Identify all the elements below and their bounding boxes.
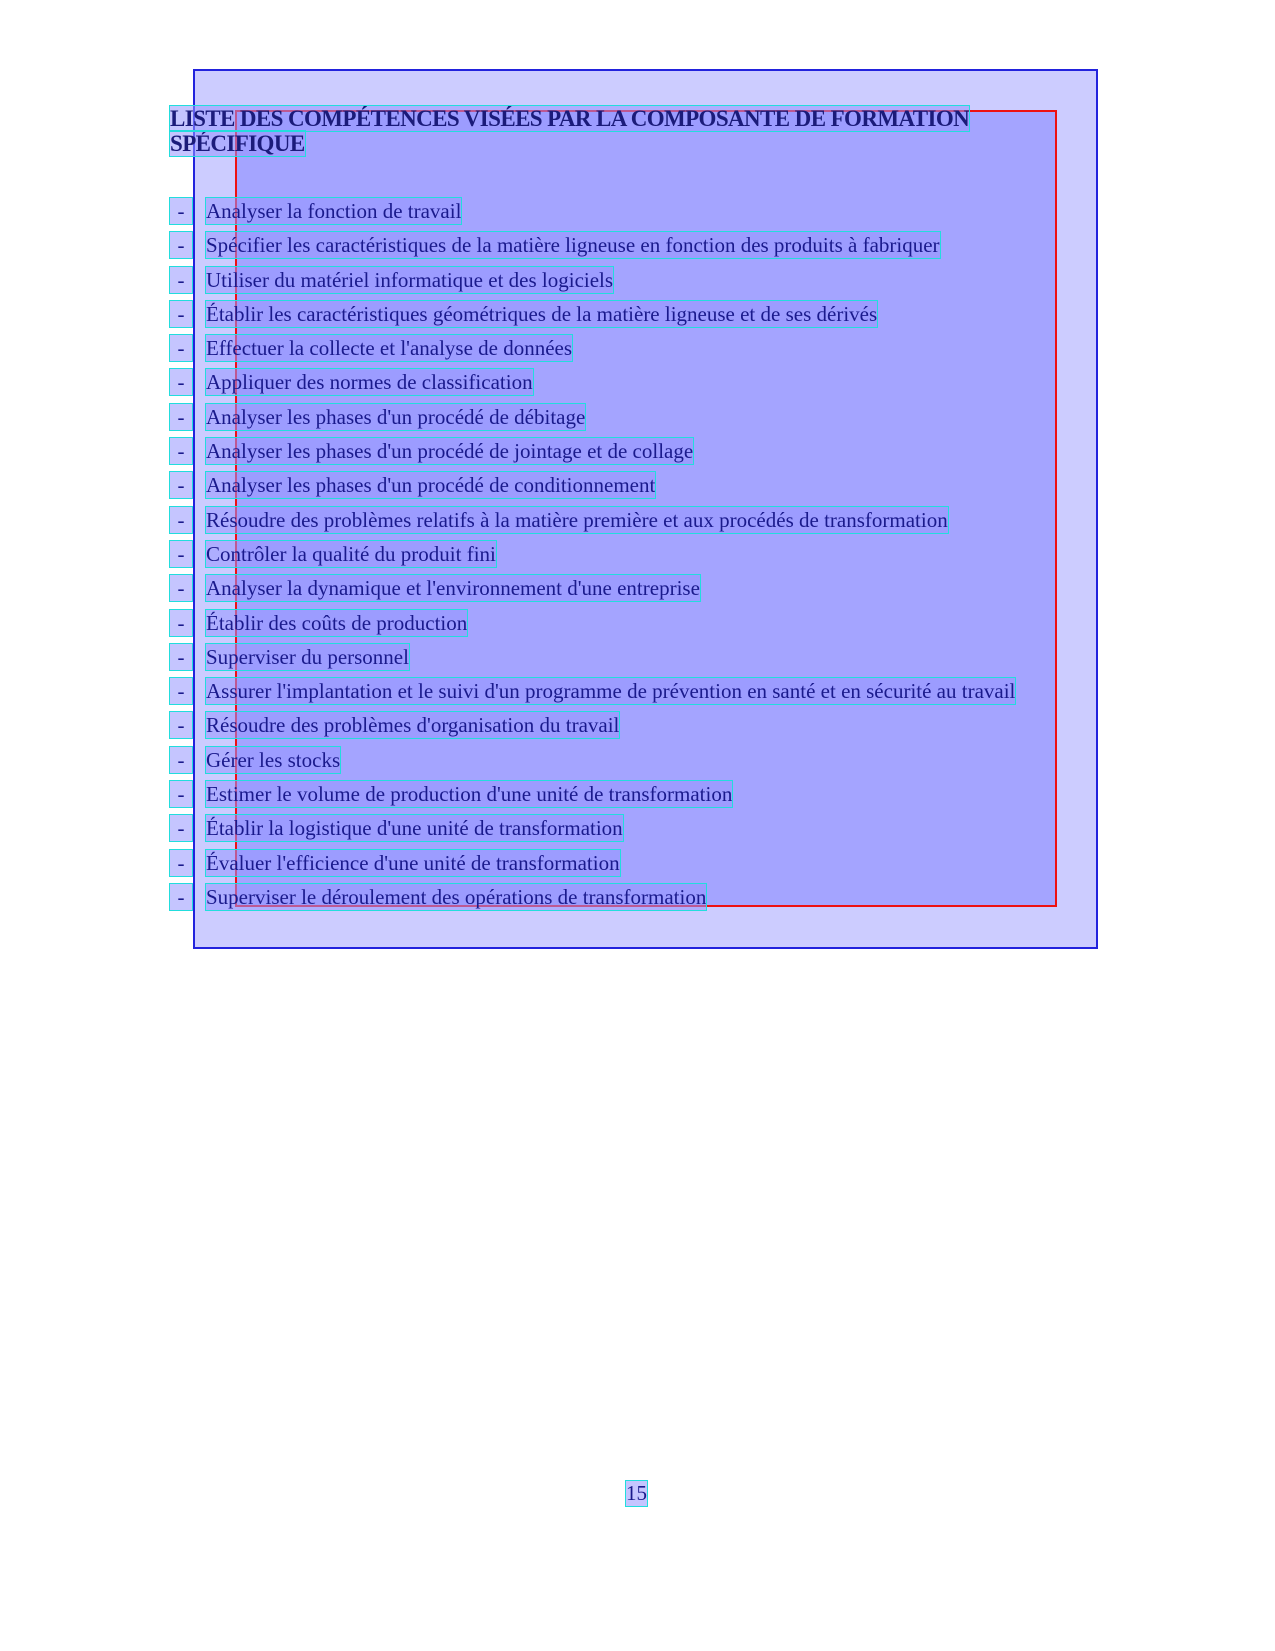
competency-text: Superviser du personnel — [206, 644, 409, 669]
bullet-dash: - — [170, 507, 192, 533]
bullet-dash: - — [170, 712, 192, 738]
competency-text: Analyser les phases d'un procédé de conditionnement — [206, 473, 656, 498]
bullet-dash: - — [170, 815, 192, 841]
bullet-dash: - — [170, 644, 192, 670]
bullet-dash: - — [170, 747, 192, 773]
competency-text: Appliquer des normes de classification — [206, 370, 533, 395]
heading-line-2: SPÉCIFIQUE — [170, 131, 305, 156]
bullet-dash: - — [170, 369, 192, 395]
bullet-dash: - — [170, 850, 192, 876]
competency-text: Superviser le déroulement des opérations de transformation — [206, 884, 707, 909]
competency-text: Spécifier les caractéristiques de la matière ligneuse en fonction des produits à fabriquer — [206, 233, 940, 258]
competency-text: Résoudre des problèmes relatifs à la matière première et aux procédés de transformation — [206, 507, 948, 532]
bullet-dash: - — [170, 678, 192, 704]
bullet-dash: - — [170, 232, 192, 258]
page-number: 15 — [626, 1481, 647, 1505]
bullet-dash: - — [170, 198, 192, 224]
competency-text: Établir des coûts de production — [206, 610, 468, 635]
competency-text: Gérer les stocks — [206, 747, 341, 772]
competency-text: Établir la logistique d'une unité de transformation — [206, 816, 623, 841]
bullet-dash: - — [170, 335, 192, 361]
competency-text: Utiliser du matériel informatique et des logiciels — [206, 267, 614, 292]
competency-text: Évaluer l'efficience d'une unité de transformation — [206, 850, 620, 875]
competency-text: Assurer l'implantation et le suivi d'un programme de prévention en santé et en sécurité au travail — [206, 679, 1016, 704]
section-heading — [170, 106, 1070, 156]
bullet-dash: - — [170, 301, 192, 327]
bullet-dash: - — [170, 610, 192, 636]
bullet-dash: - — [170, 781, 192, 807]
bullet-dash: - — [170, 575, 192, 601]
competency-text: Analyser les phases d'un procédé de débitage — [206, 404, 586, 429]
competency-text: Estimer le volume de production d'une unité de transformation — [206, 782, 733, 807]
bullet-dash: - — [170, 472, 192, 498]
competency-text: Résoudre des problèmes d'organisation du travail — [206, 713, 620, 738]
bullet-dash: - — [170, 541, 192, 567]
competency-text: Contrôler la qualité du produit fini — [206, 541, 496, 566]
bullet-dash: - — [170, 404, 192, 430]
bullet-dash: - — [170, 267, 192, 293]
competency-text: Analyser la fonction de travail — [206, 199, 462, 223]
competency-text: Analyser la dynamique et l'environnement d'une entreprise — [206, 576, 700, 601]
heading-line-1: LISTE DES COMPÉTENCES VISÉES PAR LA COMPOSANTE DE FORMATION — [170, 106, 970, 131]
competency-text: Analyser les phases d'un procédé de jointage et de collage — [206, 439, 694, 464]
competency-text: Établir les caractéristiques géométriques de la matière ligneuse et de ses dérivés — [206, 301, 878, 326]
competency-text: Effectuer la collecte et l'analyse de données — [206, 336, 573, 361]
bullet-dash: - — [170, 884, 192, 910]
bullet-dash: - — [170, 438, 192, 464]
